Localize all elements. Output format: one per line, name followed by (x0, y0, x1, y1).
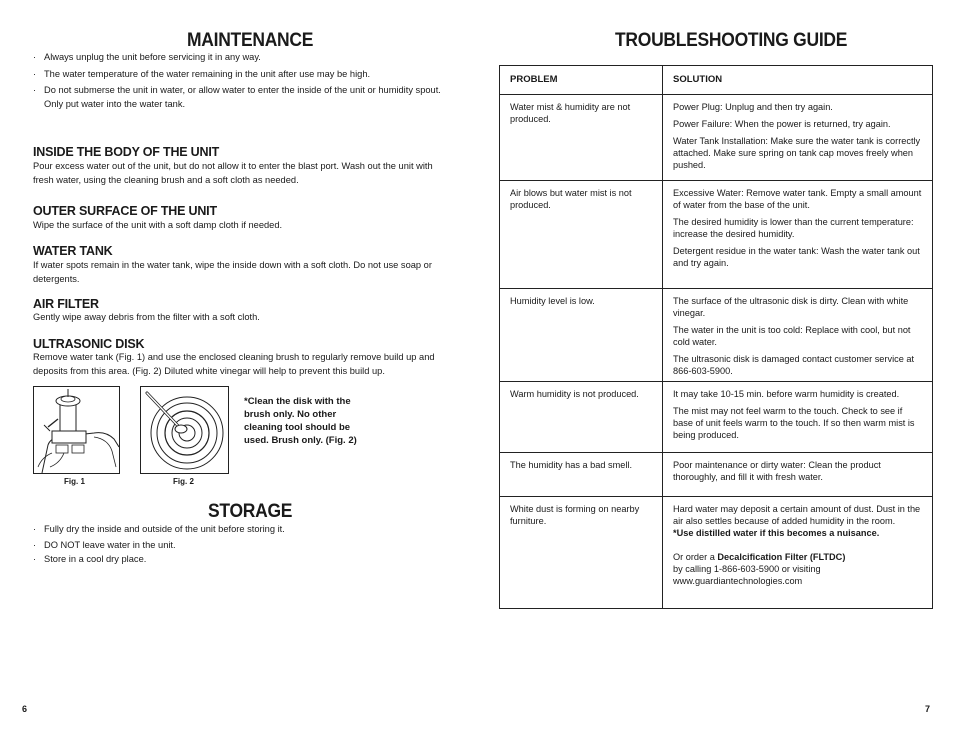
filter-product-name: Decalcification Filter (FLTDC) (717, 552, 846, 562)
solution-text: The surface of the ultrasonic disk is dirty. Clean with white vinegar. (673, 296, 909, 318)
order-text: Or order a (673, 552, 718, 562)
list-item: · DO NOT leave water in the unit. (33, 539, 433, 553)
website-text: www.guardiantechnologies.com (673, 576, 803, 586)
order-text: by calling 1-866-603-5900 or visiting (673, 564, 821, 574)
maintenance-bullets (33, 51, 448, 111)
problem-cell: Water mist & humidity are not produced. (500, 95, 663, 181)
figure-1-caption: Fig. 1 (64, 477, 85, 486)
solution-emphasis: *Use distilled water if this becomes a nuisance. (673, 528, 880, 538)
table-row (500, 497, 933, 609)
section-text: Gently wipe away debris from the filter with a soft cloth. (33, 312, 260, 322)
section-title: WATER TANK (33, 244, 113, 258)
figure-note: *Clean the disk with the brush only. No other cleaning tool should be used. Brush only. (Fig. 2) (244, 396, 357, 446)
problem-cell: Air blows but water mist is not produced. (500, 181, 663, 289)
troubleshooting-title: TROUBLESHOOTING GUIDE (615, 30, 848, 51)
solution-cell (663, 382, 933, 453)
table-row (500, 382, 933, 453)
section-title: AIR FILTER (33, 297, 99, 311)
storage-title: STORAGE (208, 501, 293, 522)
troubleshooting-table (499, 65, 933, 609)
solution-cell (663, 453, 933, 497)
column-header-solution: SOLUTION (663, 66, 933, 95)
ultrasonic-disk-icon (141, 387, 228, 473)
page-number: 7 (925, 704, 931, 714)
solution-text: Power Plug: Unplug and then try again. (673, 102, 833, 112)
solution-text: Detergent residue in the water tank: Wash the water tank out and try again. (673, 246, 920, 268)
section-text: If water spots remain in the water tank, wipe the inside down with a soft cloth. Do not use soap or detergents. (33, 260, 432, 284)
section-text: Remove water tank (Fig. 1) and use the enclosed cleaning brush to regularly remove build up and deposits from this area. (Fig. 2) Diluted white vinegar will help to prevent this build up. (33, 352, 435, 376)
solution-text: Excessive Water: Remove water tank. Empty a small amount of water from the base of the unit. (673, 188, 922, 210)
solution-text: The ultrasonic disk is damaged contact customer service at 866-603-5900. (673, 354, 915, 376)
problem-cell: White dust is forming on nearby furniture. (500, 497, 663, 609)
list-item: · Fully dry the inside and outside of the unit before storing it. (33, 523, 433, 537)
list-item: · Store in a cool dry place. (33, 553, 433, 567)
solution-text: Water Tank Installation: Make sure the water tank is correctly attached. Make sure spring on tank cap moves freely when pushed. (673, 136, 921, 170)
table-row (500, 181, 933, 289)
solution-text: Power Failure: When the power is returned, try again. (673, 119, 891, 129)
section-title: INSIDE THE BODY OF THE UNIT (33, 145, 220, 159)
problem-cell: The humidity has a bad smell. (500, 453, 663, 497)
figure-2-illustration (140, 386, 229, 474)
solution-text: Hard water may deposit a certain amount of dust. Dust in the air also settles because of added humidity in the room. (673, 504, 921, 526)
problem-cell: Warm humidity is not produced. (500, 382, 663, 453)
section-text: Wipe the surface of the unit with a soft damp cloth if needed. (33, 220, 283, 230)
table-row (500, 453, 933, 497)
solution-text: The water in the unit is too cold: Replace with cool, but not cold water. (673, 325, 911, 347)
solution-text: It may take 10-15 min. before warm humidity is created. (673, 389, 900, 399)
figure-2-caption: Fig. 2 (173, 477, 194, 486)
solution-cell (663, 497, 933, 609)
table-header-row (500, 66, 933, 95)
section-title: ULTRASONIC DISK (33, 337, 145, 351)
storage-bullets (33, 523, 433, 567)
list-item: · Always unplug the unit before servicing it in any way. (33, 51, 448, 65)
maintenance-title: MAINTENANCE (187, 30, 314, 51)
page-number: 6 (22, 704, 28, 714)
problem-cell: Humidity level is low. (500, 289, 663, 382)
figure-1-illustration (33, 386, 120, 474)
solution-text: Poor maintenance or dirty water: Clean the product thoroughly, and fill it with fresh water. (673, 460, 881, 482)
section-title: OUTER SURFACE OF THE UNIT (33, 204, 217, 218)
table-row (500, 289, 933, 382)
list-item: · The water temperature of the water remaining in the unit after use may be high. (33, 68, 448, 82)
solution-cell (663, 181, 933, 289)
solution-cell (663, 289, 933, 382)
humidifier-base-icon (34, 387, 119, 473)
solution-text: The desired humidity is lower than the current temperature: increase the desired humidity. (673, 217, 914, 239)
section-text: Pour excess water out of the unit, but do not allow it to enter the blast port. Wash out the unit with fresh water, using the cleaning brush and a soft cloth as needed. (33, 161, 433, 185)
solution-cell (663, 95, 933, 181)
solution-text: The mist may not feel warm to the touch. Check to see if base of unit feels warm to the touch. If so then warm mist is being produced. (673, 406, 915, 440)
table-row (500, 95, 933, 181)
list-item: · Do not submerse the unit in water, or allow water to enter the inside of the unit or humidity spout. Only put water into the water tank. (33, 84, 448, 111)
column-header-problem: PROBLEM (500, 66, 663, 95)
